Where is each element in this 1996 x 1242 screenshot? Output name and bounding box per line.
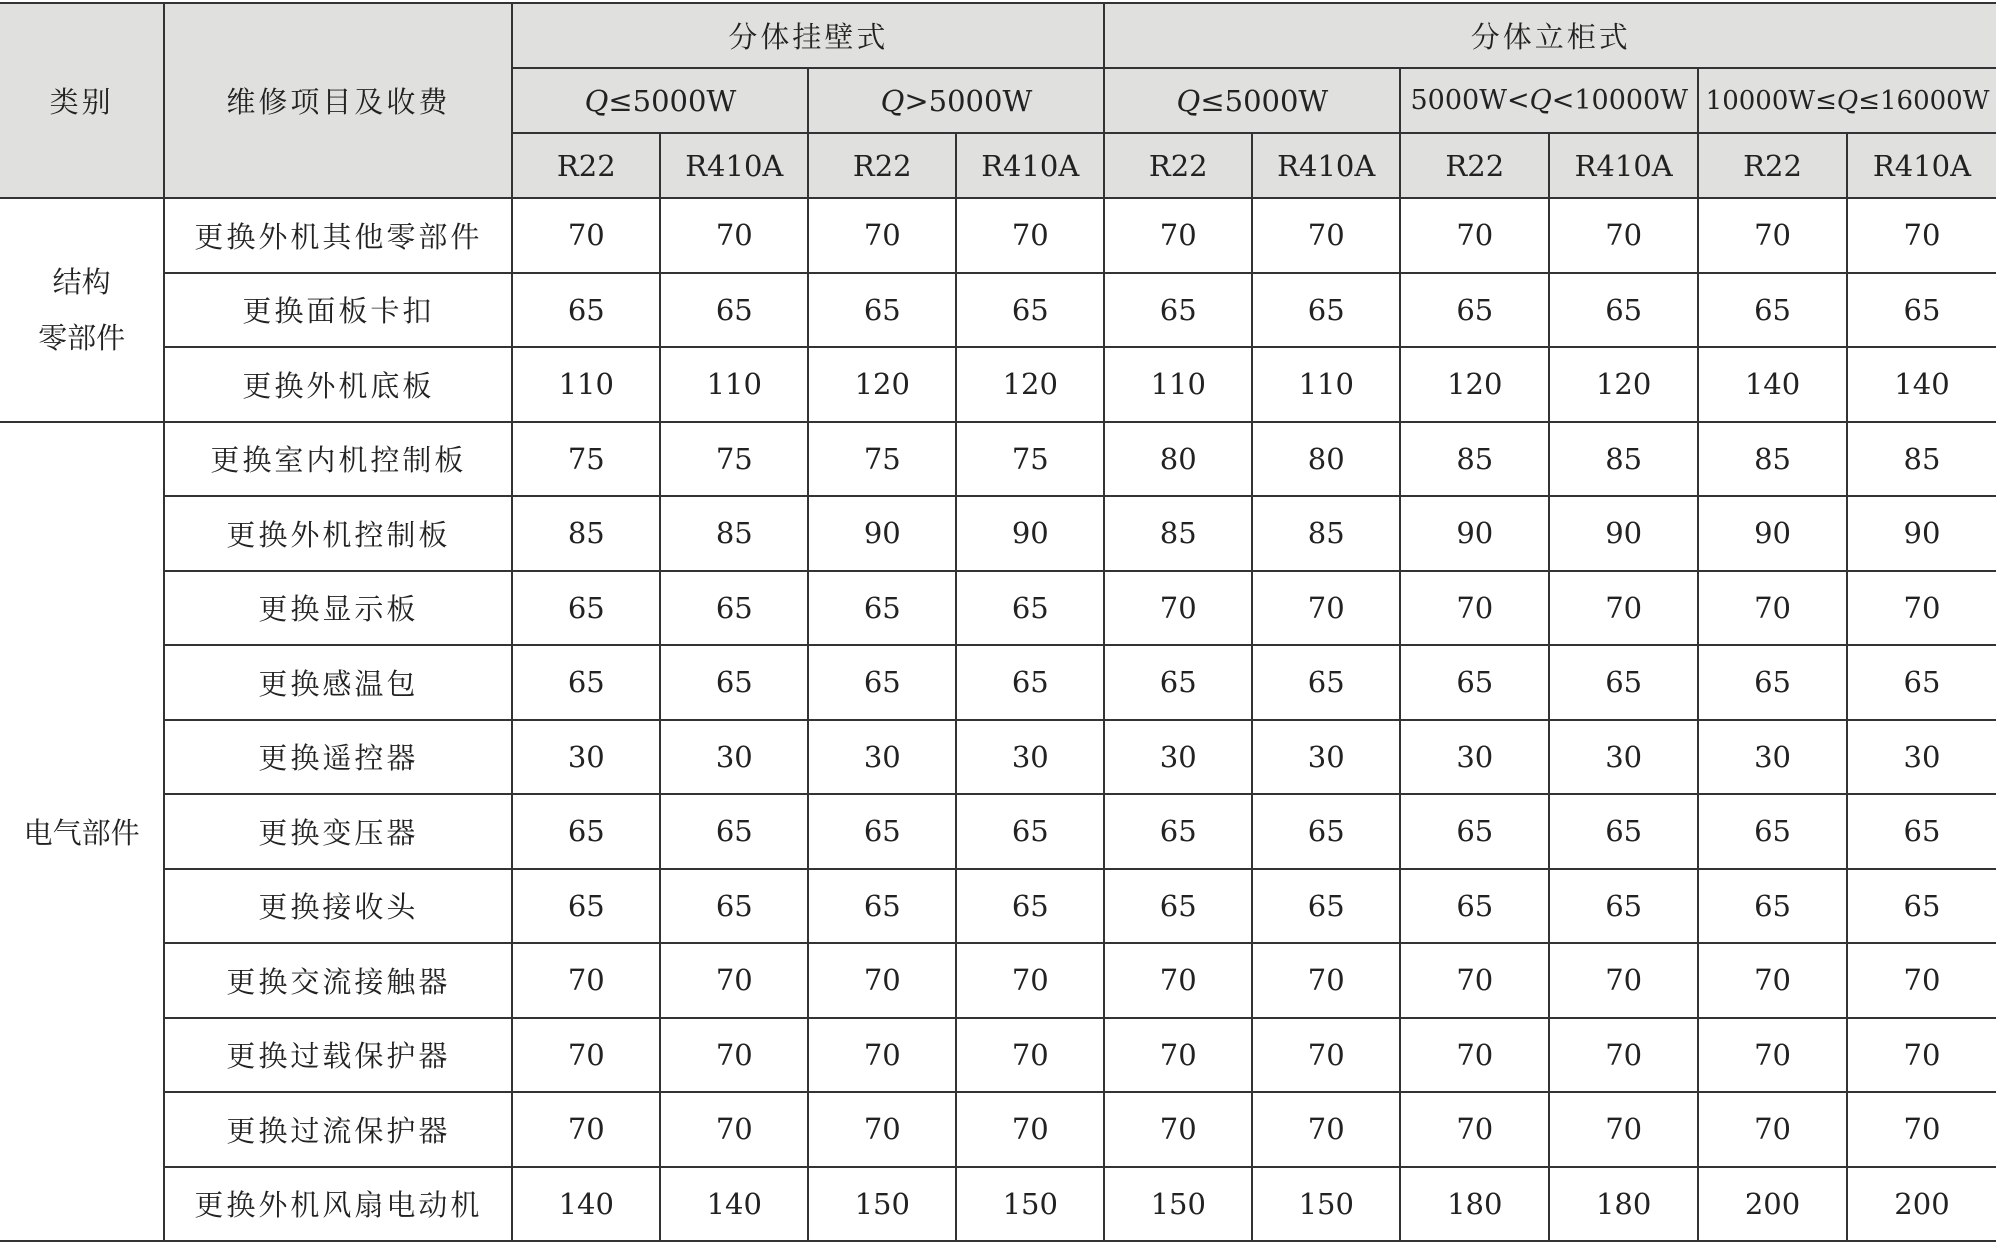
repair-item-cell: 更换接收头 bbox=[164, 869, 512, 944]
range-q: Q bbox=[1836, 85, 1859, 116]
fee-value-cell: 70 bbox=[808, 1018, 956, 1093]
fee-value-cell: 70 bbox=[1252, 571, 1400, 646]
table-row bbox=[0, 198, 1996, 273]
fee-value-cell: 90 bbox=[956, 496, 1104, 571]
fee-value-cell: 90 bbox=[808, 496, 956, 571]
repair-item-cell: 更换交流接触器 bbox=[164, 943, 512, 1018]
fee-value-cell: 70 bbox=[1549, 943, 1698, 1018]
fee-value-cell: 110 bbox=[1252, 347, 1400, 422]
fee-value-cell: 200 bbox=[1698, 1167, 1847, 1242]
range-pre: 10000W≤ bbox=[1705, 85, 1837, 116]
fee-value-cell: 65 bbox=[1104, 794, 1252, 869]
fee-value-cell: 70 bbox=[956, 943, 1104, 1018]
repair-item-cell: 更换外机其他零部件 bbox=[164, 198, 512, 273]
fee-value-cell: 65 bbox=[956, 273, 1104, 348]
fee-value-cell: 65 bbox=[956, 645, 1104, 720]
category-label-line: 结构 bbox=[52, 264, 111, 299]
header-refrigerant: R22 bbox=[808, 133, 956, 198]
fee-value-cell: 30 bbox=[1698, 720, 1847, 795]
range-post: >5000W bbox=[904, 83, 1033, 118]
fee-value-cell: 75 bbox=[956, 422, 1104, 497]
fee-value-cell: 30 bbox=[956, 720, 1104, 795]
fee-value-cell: 70 bbox=[1698, 198, 1847, 273]
repair-fee-table bbox=[0, 2, 1996, 1242]
fee-value-cell: 70 bbox=[1104, 1092, 1252, 1167]
fee-value-cell: 65 bbox=[660, 794, 808, 869]
fee-value-cell: 90 bbox=[1698, 496, 1847, 571]
table-row bbox=[0, 496, 1996, 571]
fee-value-cell: 65 bbox=[1698, 645, 1847, 720]
repair-item-cell: 更换显示板 bbox=[164, 571, 512, 646]
fee-value-cell: 70 bbox=[1847, 571, 1996, 646]
fee-value-cell: 65 bbox=[512, 794, 660, 869]
fee-value-cell: 150 bbox=[808, 1167, 956, 1242]
header-refrigerant: R22 bbox=[1104, 133, 1252, 198]
fee-value-cell: 70 bbox=[1847, 1092, 1996, 1167]
fee-value-cell: 85 bbox=[1104, 496, 1252, 571]
fee-value-cell: 85 bbox=[660, 496, 808, 571]
fee-value-cell: 150 bbox=[1104, 1167, 1252, 1242]
fee-value-cell: 70 bbox=[1400, 943, 1549, 1018]
fee-value-cell: 65 bbox=[1698, 794, 1847, 869]
header-range bbox=[1104, 68, 1400, 133]
range-q: Q bbox=[1529, 85, 1552, 116]
range-q: Q bbox=[584, 83, 609, 118]
table-row bbox=[0, 943, 1996, 1018]
fee-value-cell: 65 bbox=[660, 571, 808, 646]
fee-value-cell: 85 bbox=[1400, 422, 1549, 497]
fee-value-cell: 65 bbox=[512, 273, 660, 348]
header-refrigerant: R410A bbox=[660, 133, 808, 198]
table-row bbox=[0, 1092, 1996, 1167]
fee-value-cell: 140 bbox=[1698, 347, 1847, 422]
fee-value-cell: 65 bbox=[808, 571, 956, 646]
fee-value-cell: 65 bbox=[1400, 273, 1549, 348]
repair-item-cell: 更换感温包 bbox=[164, 645, 512, 720]
fee-value-cell: 70 bbox=[1252, 198, 1400, 273]
fee-value-cell: 70 bbox=[1400, 571, 1549, 646]
header-refrigerant: R22 bbox=[1400, 133, 1549, 198]
fee-value-cell: 30 bbox=[1400, 720, 1549, 795]
fee-value-cell: 70 bbox=[1549, 1092, 1698, 1167]
fee-value-cell: 70 bbox=[512, 1092, 660, 1167]
fee-value-cell: 70 bbox=[956, 1018, 1104, 1093]
fee-value-cell: 70 bbox=[660, 1018, 808, 1093]
table-body bbox=[0, 198, 1996, 1241]
fee-value-cell: 180 bbox=[1400, 1167, 1549, 1242]
fee-value-cell: 65 bbox=[512, 869, 660, 944]
fee-value-cell: 30 bbox=[1847, 720, 1996, 795]
fee-value-cell: 70 bbox=[808, 943, 956, 1018]
fee-value-cell: 65 bbox=[1252, 273, 1400, 348]
table-row bbox=[0, 422, 1996, 497]
fee-value-cell: 30 bbox=[660, 720, 808, 795]
fee-value-cell: 70 bbox=[956, 198, 1104, 273]
fee-value-cell: 70 bbox=[1698, 571, 1847, 646]
header-range bbox=[1698, 68, 1996, 133]
fee-value-cell: 70 bbox=[1847, 198, 1996, 273]
fee-value-cell: 65 bbox=[956, 571, 1104, 646]
fee-value-cell: 120 bbox=[1549, 347, 1698, 422]
fee-value-cell: 65 bbox=[1400, 645, 1549, 720]
header-refrigerant: R410A bbox=[1847, 133, 1996, 198]
range-post: <10000W bbox=[1551, 85, 1688, 116]
fee-value-cell: 65 bbox=[1252, 645, 1400, 720]
fee-value-cell: 65 bbox=[512, 645, 660, 720]
fee-value-cell: 65 bbox=[1104, 273, 1252, 348]
fee-value-cell: 30 bbox=[1252, 720, 1400, 795]
repair-item-cell: 更换外机底板 bbox=[164, 347, 512, 422]
header-refrigerant: R22 bbox=[1698, 133, 1847, 198]
fee-value-cell: 180 bbox=[1549, 1167, 1698, 1242]
table-row bbox=[0, 347, 1996, 422]
fee-value-cell: 70 bbox=[808, 1092, 956, 1167]
table-row bbox=[0, 720, 1996, 795]
category-label-line: 零部件 bbox=[38, 320, 126, 355]
fee-value-cell: 65 bbox=[1698, 869, 1847, 944]
fee-value-cell: 90 bbox=[1400, 496, 1549, 571]
fee-value-cell: 70 bbox=[660, 1092, 808, 1167]
range-q: Q bbox=[880, 83, 905, 118]
fee-value-cell: 120 bbox=[808, 347, 956, 422]
range-post: ≤5000W bbox=[1200, 83, 1329, 118]
fee-value-cell: 70 bbox=[512, 943, 660, 1018]
repair-item-cell: 更换过载保护器 bbox=[164, 1018, 512, 1093]
header-range bbox=[512, 68, 808, 133]
fee-value-cell: 70 bbox=[1549, 1018, 1698, 1093]
range-post: ≤5000W bbox=[608, 83, 737, 118]
fee-value-cell: 65 bbox=[1549, 273, 1698, 348]
fee-value-cell: 85 bbox=[1698, 422, 1847, 497]
range-pre: 5000W< bbox=[1410, 85, 1530, 116]
fee-value-cell: 140 bbox=[1847, 347, 1996, 422]
fee-value-cell: 75 bbox=[660, 422, 808, 497]
range-post: ≤16000W bbox=[1858, 85, 1990, 116]
fee-value-cell: 120 bbox=[1400, 347, 1549, 422]
repair-item-cell: 更换变压器 bbox=[164, 794, 512, 869]
category-structural bbox=[0, 198, 164, 422]
table-row bbox=[0, 571, 1996, 646]
header-group-cabinet: 分体立柜式 bbox=[1104, 3, 1996, 68]
repair-item-cell: 更换外机控制板 bbox=[164, 496, 512, 571]
fee-value-cell: 65 bbox=[1549, 645, 1698, 720]
fee-value-cell: 70 bbox=[1400, 1092, 1549, 1167]
fee-value-cell: 70 bbox=[1252, 1018, 1400, 1093]
fee-value-cell: 65 bbox=[660, 273, 808, 348]
header-refrigerant: R410A bbox=[956, 133, 1104, 198]
repair-item-cell: 更换遥控器 bbox=[164, 720, 512, 795]
table-row bbox=[0, 1018, 1996, 1093]
fee-value-cell: 70 bbox=[1847, 943, 1996, 1018]
fee-value-cell: 70 bbox=[1847, 1018, 1996, 1093]
repair-item-cell: 更换室内机控制板 bbox=[164, 422, 512, 497]
fee-value-cell: 140 bbox=[660, 1167, 808, 1242]
fee-value-cell: 70 bbox=[512, 1018, 660, 1093]
fee-value-cell: 110 bbox=[512, 347, 660, 422]
repair-item-cell: 更换过流保护器 bbox=[164, 1092, 512, 1167]
fee-value-cell: 110 bbox=[1104, 347, 1252, 422]
fee-value-cell: 65 bbox=[512, 571, 660, 646]
fee-value-cell: 65 bbox=[660, 869, 808, 944]
fee-value-cell: 70 bbox=[1104, 198, 1252, 273]
fee-value-cell: 70 bbox=[956, 1092, 1104, 1167]
header-refrigerant: R410A bbox=[1549, 133, 1698, 198]
fee-value-cell: 70 bbox=[1252, 1092, 1400, 1167]
fee-value-cell: 65 bbox=[1104, 869, 1252, 944]
fee-value-cell: 65 bbox=[1847, 645, 1996, 720]
fee-value-cell: 75 bbox=[808, 422, 956, 497]
fee-value-cell: 150 bbox=[1252, 1167, 1400, 1242]
fee-value-cell: 65 bbox=[1252, 794, 1400, 869]
repair-item-cell: 更换外机风扇电动机 bbox=[164, 1167, 512, 1242]
fee-value-cell: 75 bbox=[512, 422, 660, 497]
fee-value-cell: 85 bbox=[1847, 422, 1996, 497]
fee-value-cell: 30 bbox=[1549, 720, 1698, 795]
fee-value-cell: 65 bbox=[808, 869, 956, 944]
fee-value-cell: 30 bbox=[512, 720, 660, 795]
fee-value-cell: 200 bbox=[1847, 1167, 1996, 1242]
header-row-groups bbox=[0, 3, 1996, 68]
fee-value-cell: 65 bbox=[1847, 794, 1996, 869]
table-row bbox=[0, 794, 1996, 869]
fee-value-cell: 85 bbox=[1252, 496, 1400, 571]
fee-value-cell: 140 bbox=[512, 1167, 660, 1242]
fee-value-cell: 70 bbox=[1400, 1018, 1549, 1093]
fee-value-cell: 65 bbox=[1400, 869, 1549, 944]
fee-value-cell: 65 bbox=[956, 794, 1104, 869]
fee-value-cell: 65 bbox=[808, 794, 956, 869]
fee-value-cell: 70 bbox=[1252, 943, 1400, 1018]
fee-value-cell: 80 bbox=[1252, 422, 1400, 497]
fee-value-cell: 70 bbox=[1698, 1018, 1847, 1093]
fee-value-cell: 65 bbox=[808, 273, 956, 348]
fee-value-cell: 70 bbox=[1104, 571, 1252, 646]
fee-value-cell: 65 bbox=[1549, 794, 1698, 869]
header-group-wall: 分体挂壁式 bbox=[512, 3, 1104, 68]
fee-value-cell: 110 bbox=[660, 347, 808, 422]
header-item: 维修项目及收费 bbox=[164, 3, 512, 198]
fee-value-cell: 30 bbox=[1104, 720, 1252, 795]
fee-value-cell: 70 bbox=[1104, 943, 1252, 1018]
fee-value-cell: 70 bbox=[660, 198, 808, 273]
range-q: Q bbox=[1176, 83, 1201, 118]
fee-value-cell: 70 bbox=[1549, 198, 1698, 273]
fee-value-cell: 70 bbox=[512, 198, 660, 273]
header-category: 类别 bbox=[0, 3, 164, 198]
fee-value-cell: 65 bbox=[808, 645, 956, 720]
table-row bbox=[0, 645, 1996, 720]
fee-value-cell: 65 bbox=[1847, 273, 1996, 348]
fee-value-cell: 80 bbox=[1104, 422, 1252, 497]
fee-value-cell: 65 bbox=[956, 869, 1104, 944]
fee-value-cell: 65 bbox=[1549, 869, 1698, 944]
table-row bbox=[0, 1167, 1996, 1242]
fee-value-cell: 90 bbox=[1847, 496, 1996, 571]
fee-value-cell: 65 bbox=[1847, 869, 1996, 944]
fee-value-cell: 65 bbox=[1104, 645, 1252, 720]
category-electrical: 电气部件 bbox=[0, 422, 164, 1242]
header-refrigerant: R410A bbox=[1252, 133, 1400, 198]
repair-item-cell: 更换面板卡扣 bbox=[164, 273, 512, 348]
header-refrigerant: R22 bbox=[512, 133, 660, 198]
fee-value-cell: 70 bbox=[808, 198, 956, 273]
fee-value-cell: 70 bbox=[1400, 198, 1549, 273]
fee-value-cell: 85 bbox=[512, 496, 660, 571]
fee-value-cell: 65 bbox=[1400, 794, 1549, 869]
header-range bbox=[808, 68, 1104, 133]
fee-value-cell: 70 bbox=[660, 943, 808, 1018]
fee-value-cell: 70 bbox=[1104, 1018, 1252, 1093]
fee-value-cell: 85 bbox=[1549, 422, 1698, 497]
fee-value-cell: 120 bbox=[956, 347, 1104, 422]
fee-value-cell: 65 bbox=[1698, 273, 1847, 348]
fee-value-cell: 150 bbox=[956, 1167, 1104, 1242]
fee-value-cell: 65 bbox=[660, 645, 808, 720]
table-row bbox=[0, 869, 1996, 944]
fee-value-cell: 70 bbox=[1549, 571, 1698, 646]
fee-value-cell: 70 bbox=[1698, 1092, 1847, 1167]
table-row bbox=[0, 273, 1996, 348]
header-range bbox=[1400, 68, 1698, 133]
fee-value-cell: 30 bbox=[808, 720, 956, 795]
fee-value-cell: 90 bbox=[1549, 496, 1698, 571]
fee-value-cell: 65 bbox=[1252, 869, 1400, 944]
fee-value-cell: 70 bbox=[1698, 943, 1847, 1018]
